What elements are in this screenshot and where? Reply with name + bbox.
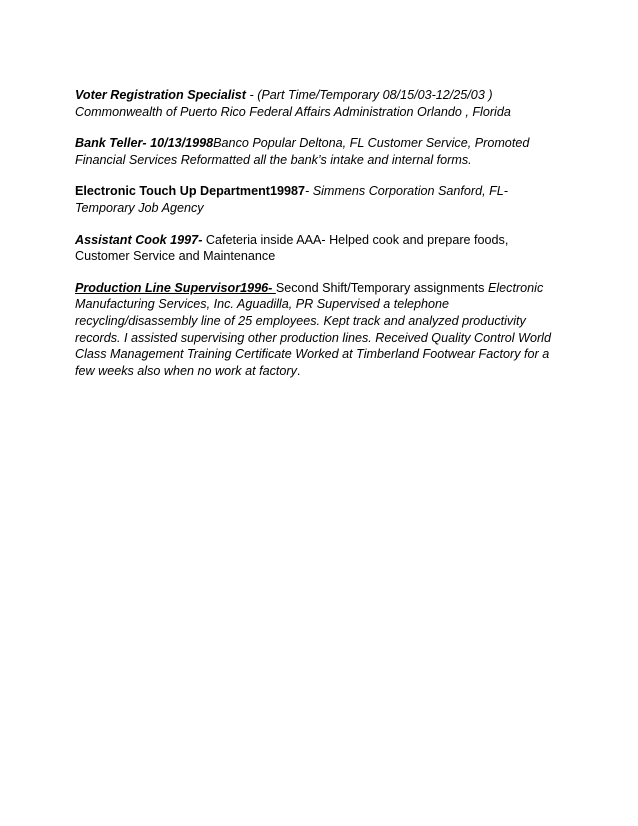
job-details: Customer Service and Maintenance [75, 249, 276, 264]
job-entry-voter-registration [75, 87, 575, 120]
job-entry-assistant-cook [75, 232, 575, 265]
job-details: Banco Popular Deltona, FL Customer Service, Promoted [213, 136, 530, 151]
job-details: Manufacturing Services, Inc. Aguadilla, PR Supervised a telephone [75, 297, 450, 312]
entry-line [75, 363, 575, 380]
entry-line [75, 346, 575, 363]
job-details: Class Management Training Certificate Worked at Timberland Footwear Factory for a [75, 347, 550, 362]
job-details: Temporary Job Agency [75, 200, 204, 215]
job-details: few weeks also when no work at factory [75, 363, 297, 378]
entry-line [75, 248, 575, 265]
entry-line [75, 87, 575, 104]
job-title: Electronic Touch Up Department19987 [75, 184, 306, 199]
job-details: Electronic [487, 280, 544, 295]
job-details: records. I assisted supervising other production lines. Received Quality Control World [75, 330, 551, 345]
entry-line [75, 280, 575, 297]
document-body [75, 87, 575, 394]
entry-line [75, 296, 575, 313]
job-details: Financial Services Reformatted all the bank’s intake and internal forms. [75, 152, 472, 167]
job-details: - Simmens Corporation Sanford, FL- [305, 184, 508, 199]
job-details: recycling/disassembly line of 25 employees. Kept track and analyzed productivity [75, 313, 526, 328]
job-details: Commonwealth of Puerto Rico Federal Affairs Administration Orlando , Florida [75, 104, 511, 119]
job-entry-electronic-touch-up [75, 183, 575, 216]
job-title: Production Line Supervisor1996- [75, 280, 276, 295]
entry-line [75, 135, 575, 152]
job-details: Second Shift/Temporary assignments [275, 280, 488, 295]
job-title: Voter Registration Specialist [75, 88, 246, 102]
entry-line [75, 330, 575, 347]
job-title: Assistant Cook 1997- [75, 232, 203, 247]
job-details: . [296, 363, 301, 378]
entry-line [75, 313, 575, 330]
job-title: Bank Teller- 10/13/1998 [75, 136, 214, 151]
job-entry-production-line-supervisor [75, 280, 575, 380]
entry-line [75, 232, 575, 249]
job-details: Cafeteria inside AAA- Helped cook and prepare foods, [202, 232, 509, 247]
job-entry-bank-teller [75, 135, 575, 168]
entry-line [75, 104, 575, 121]
entry-line [75, 200, 575, 217]
entry-line [75, 152, 575, 169]
entry-line [75, 183, 575, 200]
job-details: - (Part Time/Temporary 08/15/03-12/25/03 ) [246, 88, 493, 102]
